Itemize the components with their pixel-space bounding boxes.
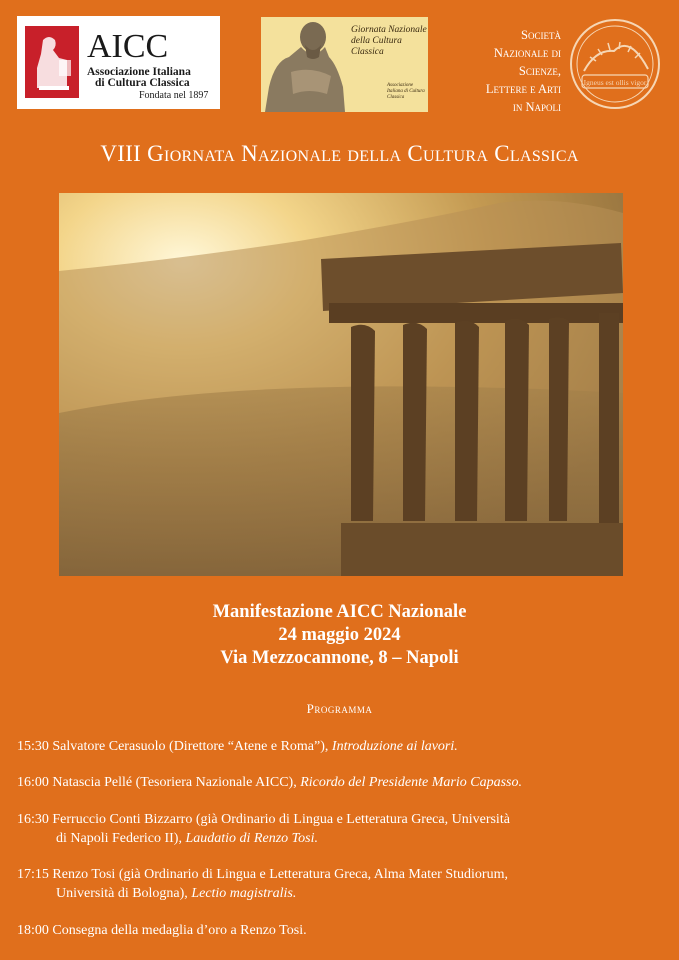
- program-time: 16:00: [17, 775, 49, 790]
- aicc-founded: Fondata nel 1897: [139, 90, 209, 101]
- program-text: Renzo Tosi (già Ordinario di Lingua e Letteratura Greca, Alma Mater Studiorum,: [52, 867, 508, 882]
- program-item: [17, 865, 657, 903]
- giornata-logo: [261, 17, 428, 112]
- aicc-logo: [17, 16, 220, 109]
- program-item: [17, 773, 657, 792]
- program-time: 17:15: [17, 867, 49, 882]
- program-text-cont: Università di Bologna),: [56, 886, 188, 901]
- event-info: [0, 601, 679, 670]
- caryatids-photo: [59, 193, 623, 576]
- aicc-emblem-icon: [25, 26, 79, 98]
- page-title: VIII Giornata Nazionale della Cultura Classica: [100, 141, 579, 166]
- societa-line3: Scienze,: [518, 64, 561, 78]
- societa-line1: Società: [521, 28, 561, 42]
- program-italic: Ricordo del Presidente Mario Capasso.: [300, 775, 522, 790]
- program-text: Consegna della medaglia d’oro a Renzo Tosi.: [52, 923, 307, 938]
- societa-line2: Nazionale di: [493, 46, 561, 60]
- program-italic: Lectio magistralis.: [191, 886, 297, 901]
- seal-text: Igneus est ollis vigor: [583, 78, 647, 87]
- program-text: Salvatore Cerasuolo (Direttore “Atene e Roma”),: [52, 739, 329, 754]
- program-time: 18:00: [17, 923, 49, 938]
- aicc-subtitle-line2: di Cultura Classica: [95, 77, 190, 89]
- programma-heading: Programma: [306, 701, 373, 716]
- statue-icon: [261, 17, 349, 112]
- program-time: 15:30: [17, 739, 49, 754]
- aicc-subtitle-line1: Associazione Italiana: [87, 66, 191, 78]
- program-text: Ferruccio Conti Bizzarro (già Ordinario di Lingua e Letteratura Greca, Università: [52, 812, 510, 827]
- program-italic: Laudatio di Renzo Tosi.: [185, 831, 318, 846]
- program-text-cont: di Napoli Federico II),: [56, 831, 182, 846]
- program-text: Natascia Pellé (Tesoriera Nazionale AICC),: [52, 775, 297, 790]
- societa-line4: Lettere e Arti: [485, 82, 561, 96]
- program-italic: Introduzione ai lavori.: [331, 739, 458, 754]
- event-location: Via Mezzocannone, 8 – Napoli: [220, 648, 459, 668]
- event-date: 24 maggio 2024: [278, 625, 401, 645]
- program-item: [17, 921, 657, 940]
- program-item: [17, 737, 657, 756]
- giornata-logo-small: Associazione Italiana di Cultura Classica: [387, 83, 425, 100]
- societa-seal-icon: [568, 17, 662, 111]
- societa-name: [421, 26, 561, 116]
- program-time: 16:30: [17, 812, 49, 827]
- societa-line5: in Napoli: [512, 100, 561, 114]
- event-name: Manifestazione AICC Nazionale: [212, 602, 467, 622]
- program-item: [17, 810, 657, 848]
- aicc-title: AICC: [87, 28, 169, 65]
- giornata-logo-text: Giornata Nazionale della Cultura Classica: [351, 25, 427, 57]
